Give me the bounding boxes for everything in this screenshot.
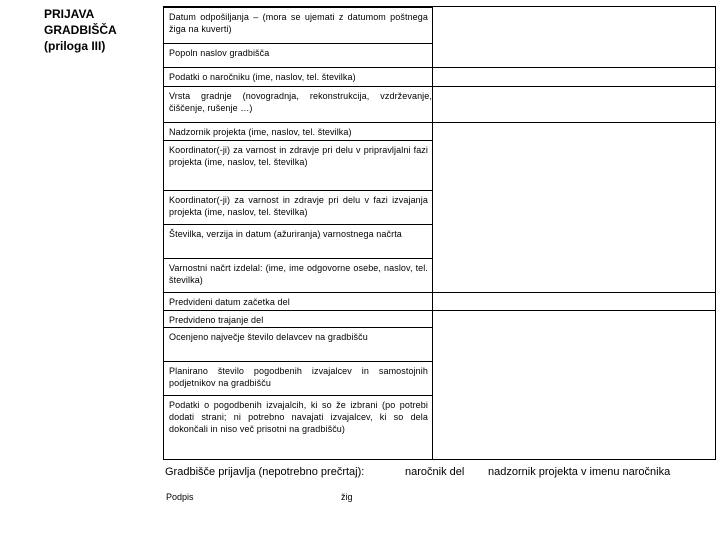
row-label: Podatki o pogodbenih izvajalcih, ki so že izbrani (po potrebi dodati strani; ni potrebno navajati izvajalcev, ki so dela dokončali in niso več prisotni na gradbišču) [169,400,428,434]
option-client[interactable]: naročnik del [405,466,465,478]
option-supervisor[interactable]: nadzornik projekta v imenu naročnika [488,466,671,478]
row-label: Številka, verzija in datum (ažuriranja) varnostnega načrta [169,229,402,239]
row-project-supervisor[interactable] [164,122,715,141]
row-client-data[interactable] [164,67,715,87]
row-label: Vrsta gradnje (novogradnja, rekonstrukcija, vzdrževanje, čiščenje, rušenje …) [169,91,432,113]
row-duration[interactable] [164,310,715,328]
row-planned-contractors[interactable] [164,361,432,396]
row-label: Predvideni datum začetka del [169,297,290,307]
form-title [44,6,117,54]
title-line-3: (priloga III) [44,39,106,53]
row-selected-contractors[interactable] [164,395,432,462]
row-label: Nadzornik projekta (ime, naslov, tel. številka) [169,127,352,137]
row-construction-type[interactable] [164,86,715,123]
row-coordinator-execution[interactable] [164,190,432,225]
signature-label: Podpis [166,492,194,502]
title-line-1: PRIJAVA [44,7,95,21]
row-label: Planirano število pogodbenih izvajalcev in samostojnih podjetnikov na gradbišču [169,366,428,388]
stamp-label: žig [341,492,353,502]
row-max-workers[interactable] [164,327,432,362]
row-label: Datum odpošiljanja – (mora se ujemati z datumom poštnega žiga na kuverti) [169,12,428,34]
row-label: Koordinator(-ji) za varnost in zdravje pri delu v fazi izvajanja projekta (ime, naslov, tel. številka) [169,195,428,217]
row-label: Ocenjeno največje število delavcev na gradbišču [169,332,368,342]
row-safety-plan-number[interactable] [164,224,432,259]
row-coordinator-preparation[interactable] [164,140,432,191]
row-safety-plan-author[interactable] [164,258,432,293]
row-label: Popoln naslov gradbišča [169,48,270,58]
title-line-2: GRADBIŠČA [44,23,117,37]
registration-form-table [163,6,716,460]
submitter-label: Gradbišče prijavlja (nepotrebno prečrtaj): [165,466,365,478]
row-site-address[interactable] [164,43,432,68]
row-start-date[interactable] [164,292,715,311]
row-label: Podatki o naročniku (ime, naslov, tel. številka) [169,72,356,82]
row-label: Predvideno trajanje del [169,315,264,325]
row-dispatch-date[interactable] [164,7,432,44]
row-label: Varnostni načrt izdelal: (ime, ime odgovorne osebe, naslov, tel. številka) [169,263,428,285]
row-label: Koordinator(-ji) za varnost in zdravje pri delu v pripravljalni fazi projekta (ime, naslov, tel. številka) [169,145,428,167]
